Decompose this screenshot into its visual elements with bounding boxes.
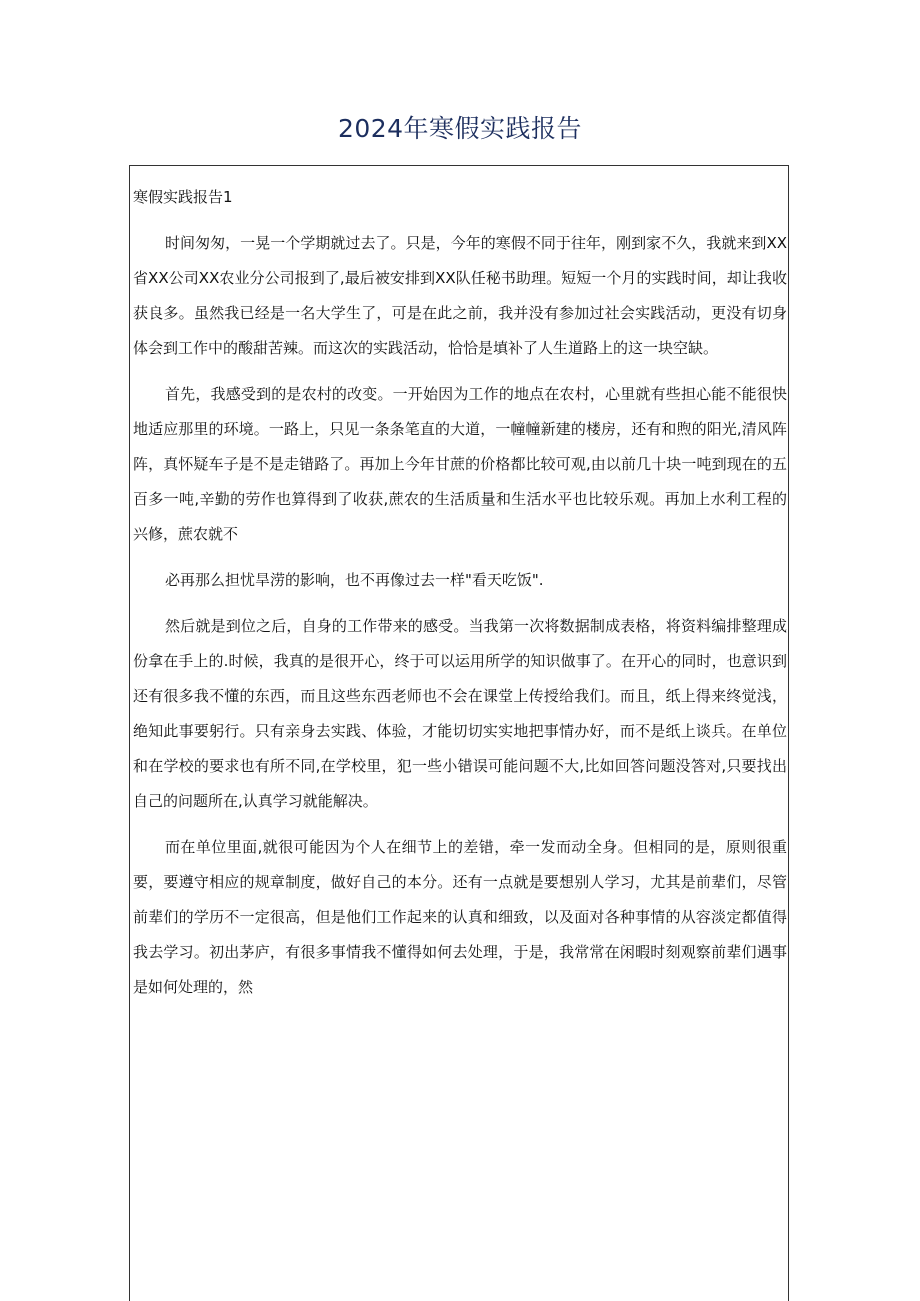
paragraph-3: 必再那么担忧旱涝的影响，也不再像过去一样"看天吃饭". [165,571,544,589]
paragraph-4: 然后就是到位之后，自身的工作带来的感受。当我第一次将数据制成表格，将资料编排整理成份拿在手上的.时候，我真的是很开心，终于可以运用所学的知识做事了。在开心的同时，也意识到还有很多我不懂的东西，而且这些东西老师也不会在课堂上传授给我们。而且，纸上得来终觉浅，绝知此事要躬行。只有亲身去实践、体验，才能切切实实地把事情办好，而不是纸上谈兵。在单位和在学校的要求也有所不同,在学校里，犯一些小错误可能问题不大,比如回答问题没答对,只要找出自己的问题所在,认真学习就能解决。 [133,617,787,810]
section-heading: 寒假实践报告1 [133,188,233,206]
document-body [131,180,789,1005]
document-title: 2024年寒假实践报告 [337,114,583,143]
paragraph-5: 而在单位里面,就很可能因为个人在细节上的差错，牵一发而动全身。但相同的是，原则很重要，要遵守相应的规章制度，做好自己的本分。还有一点就是要想别人学习，尤其是前辈们，尽管前辈们的学历不一定很高，但是他们工作起来的认真和细致，以及面对各种事情的从容淡定都值得我去学习。初出茅庐，有很多事情我不懂得如何去处理，于是，我常常在闲暇时刻观察前辈们遇事是如何处理的，然 [133,838,787,996]
paragraph-1: 时间匆匆，一晃一个学期就过去了。只是，今年的寒假不同于往年，刚到家不久，我就来到XX省XX公司XX农业分公司报到了,最后被安排到XX队任秘书助理。短短一个月的实践时间，却让我收获良多。虽然我已经是一名大学生了，可是在此之前，我并没有参加过社会实践活动，更没有切身体会到工作中的酸甜苦辣。而这次的实践活动，恰恰是填补了人生道路上的这一块空缺。 [133,234,787,357]
paragraph-2: 首先，我感受到的是农村的改变。一开始因为工作的地点在农村，心里就有些担心能不能很快地适应那里的环境。一路上，只见一条条笔直的大道，一幢幢新建的楼房，还有和煦的阳光,清风阵阵，真怀疑车子是不是走错路了。再加上今年甘蔗的价格都比较可观,由以前几十块一吨到现在的五百多一吨,辛勤的劳作也算得到了收获,蔗农的生活质量和生活水平也比较乐观。再加上水利工程的兴修，蔗农就不 [133,385,787,543]
